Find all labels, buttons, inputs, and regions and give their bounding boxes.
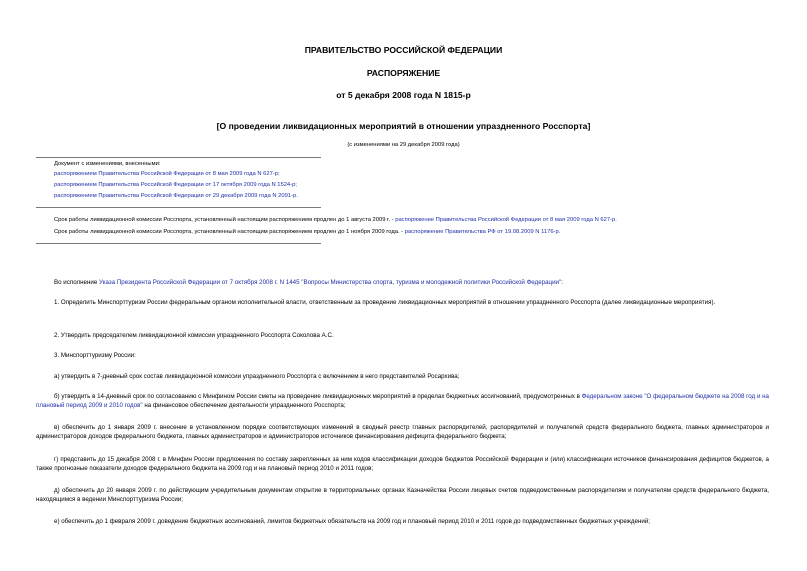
note-2-text: Срок работы ликвидационной комиссии Росспорта, установленный настоящим распоряжением продлен до 1 ноября 2009 года. - <box>54 229 405 235</box>
changes-top-rule <box>36 157 321 158</box>
changes-bottom-rule <box>36 207 321 208</box>
paragraph-1: 1. Определить Минспорттуризм России федеральным органом исполнительной власти, ответственным за проведение ликвидационных мероприятий в отношении упраздненного Росспорта (далее ликвидационные мероприятия). <box>54 299 716 306</box>
paragraph-a: а) утвердить в 7-дневный срок состав ликвидационной комиссии упраздненного Росспорта с включением в него представителей Росархива; <box>54 373 460 380</box>
note-1 <box>54 217 617 223</box>
change-link-1[interactable]: распоряжением Правительства Российской Федерации от 8 мая 2009 года N 627-р; <box>54 171 280 177</box>
decree-link[interactable]: Указа Президента Российской Федерации от 7 октября 2008 г. N 1445 "Вопросы Министерства спорта, туризма и молодежной политики Российской Федерации" <box>99 279 562 286</box>
paragraph-e: е) обеспечить до 1 февраля 2009 г. доведение бюджетных ассигнований, лимитов бюджетных обязательств на 2009 год и плановый период 2010 и 2011 годов до подведомственных бюджетных учреждений; <box>54 518 651 525</box>
paragraph-v: в) обеспечить до 1 января 2009 г. внесение в установленном порядке соответствующих изменений в сводный реестр главных распорядителей, распорядителей и получателей средств федерального бюджета, главных администраторов и администраторов доходов федерального бюджета, главных администраторов и администраторов источников финансирования дефицита федерального бюджета; <box>36 424 769 440</box>
intro-prefix: Во исполнение <box>54 279 99 286</box>
paragraph-d: д) обеспечить до 20 января 2009 г. по действующим учредительным документам открытие в территориальных органах Казначейства России лицевых счетов подведомственным распорядителям и получателям средств федерального бюджета, находящимся в ведении Минспорттуризма России; <box>36 487 769 503</box>
note-1-link[interactable]: распоряжение Правительства Российской Федерации от 8 мая 2009 года N 627-р. <box>395 217 617 223</box>
document-date-number: от 5 декабря 2008 года N 1815-р <box>336 90 471 100</box>
paragraph-b-prefix: б) утвердить в 14-дневный срок по согласованию с Минфином России сметы на проведение ликвидационных мероприятий в пределах бюджетных ассигнований, предусмотренных в <box>54 393 582 400</box>
change-link-2[interactable]: распоряжением Правительства Российской Федерации от 17 октября 2009 года N 1524-р; <box>54 182 297 188</box>
document-type: РАСПОРЯЖЕНИЕ <box>366 68 441 78</box>
federal-budget-law-link[interactable]: Федеральном законе "О федеральном бюджете на 2008 год и на плановый период 2009 и 2010 годов" <box>36 393 769 409</box>
note-1-text: Срок работы ликвидационной комиссии Росспорта, установленный настоящим распоряжением продлен до 1 августа 2009 г. - <box>54 217 396 223</box>
note-2 <box>54 229 560 235</box>
note-2-link[interactable]: распоряжение Правительства РФ от 19.08.2009 N 1176-р. <box>404 229 561 235</box>
paragraph-b-suffix: на финансовое обеспечение деятельности упраздненного Росспорта; <box>142 402 346 409</box>
document-title: [О проведении ликвидационных мероприятий в отношении упраздненного Росспорта] <box>216 121 591 131</box>
change-link-3[interactable]: распоряжением Правительства Российской Федерации от 29 декабря 2009 года N 2091-р. <box>54 193 298 199</box>
paragraph-b <box>36 392 769 410</box>
intro-suffix: : <box>561 279 563 286</box>
intro-paragraph <box>36 278 769 287</box>
notes-bottom-rule <box>36 243 321 244</box>
amendments-note: (с изменениями на 29 декабря 2009 года) <box>347 142 460 148</box>
changes-intro: Документ с изменениями, внесенными: <box>54 161 161 167</box>
paragraph-g: г) представить до 15 декабря 2008 г. в Минфин России предложения по составу закрепленных за ним кодов классификации доходов бюджетов Российской Федерации и (или) классификации источников финансирования дефицитов бюджетов, а также прогнозные показатели доходов федерального бюджета на 2009 год и на плановый период 2010 и 2011 годов; <box>36 456 769 472</box>
government-heading: ПРАВИТЕЛЬСТВО РОССИЙСКОЙ ФЕДЕРАЦИИ <box>304 45 503 55</box>
paragraph-3: 3. Минспорттуризму России: <box>54 352 136 359</box>
paragraph-2: 2. Утвердить председателем ликвидационной комиссии упраздненного Росспорта Соколова А.С. <box>54 332 334 339</box>
